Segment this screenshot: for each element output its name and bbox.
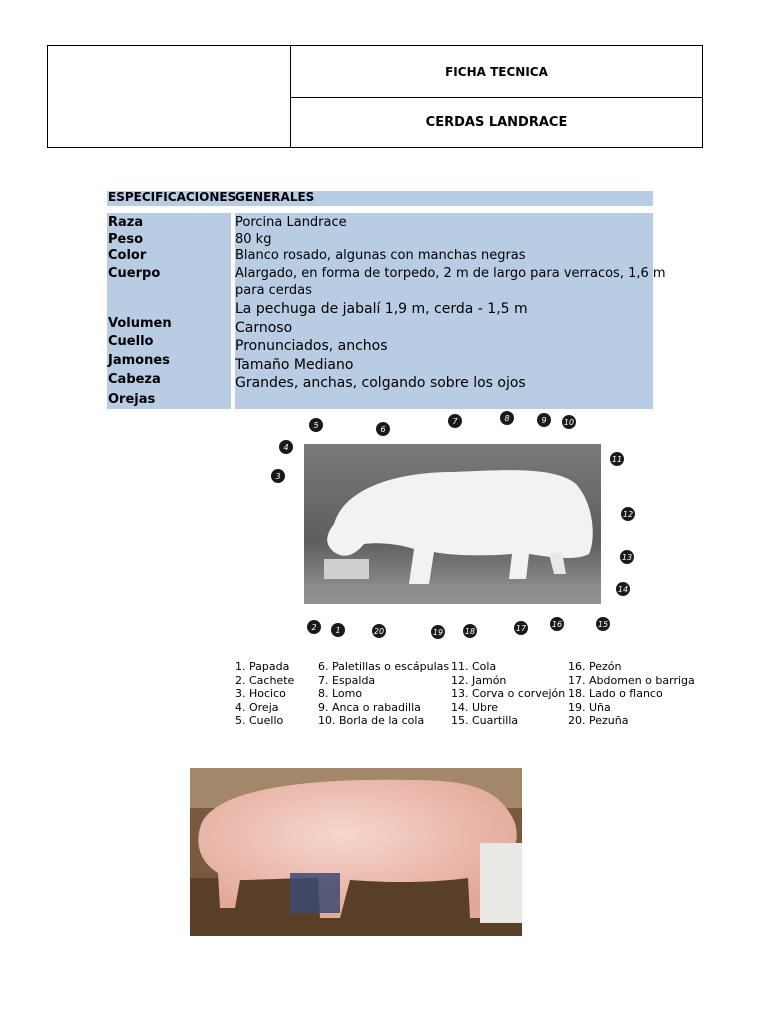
spec-header-right: GENERALES [235,190,315,204]
legend-col-2 [318,660,449,728]
marker-6: 6 [376,422,390,436]
spec-value-color: Blanco rosado, algunas con manchas negras [235,248,526,263]
spec-label-cuerpo: Cuerpo [108,266,161,281]
header-logo-cell [48,46,291,147]
spec-value-cuerpo-cont: para cerdas [235,283,312,298]
legend-item: 16. Pezón [568,660,622,673]
pig-color-photo [190,768,522,936]
spec-label-cabeza: Cabeza [108,372,161,387]
legend-item: 1. Papada [235,660,290,673]
legend-item: 9. Anca o rabadilla [318,700,421,714]
spec-label-color: Color [108,248,147,263]
marker-7: 7 [448,414,462,428]
legend-col-3 [451,660,565,728]
marker-8: 8 [500,411,514,425]
spec-value-volumen: Carnoso [235,320,293,336]
spec-header-left: ESPECIFICACIONES [108,190,237,204]
legend-item: 8. Lomo [318,687,363,700]
spec-label-cuello: Cuello [108,334,154,349]
spec-value-peso: 80 kg [235,232,272,247]
pig-diagram-photo [304,444,601,604]
spec-label-jamones: Jamones [108,353,170,368]
marker-16: 16 [550,617,564,631]
legend-item: 14. Ubre [451,700,499,714]
spec-value-pechuga: La pechuga de jabalí 1,9 m, cerda - 1,5 m [235,301,528,317]
spec-value-raza: Porcina Landrace [235,215,347,230]
marker-19: 19 [431,625,445,639]
marker-4: 4 [279,440,293,454]
marker-9: 9 [537,413,551,427]
marker-3: 3 [271,469,285,483]
legend-item: 4. Oreja [235,700,279,714]
legend-item: 18. Lado o flanco [568,687,663,700]
legend-item: 3. Hocico [235,687,286,700]
legend-item: 7. Espalda [318,673,376,687]
marker-11: 11 [610,452,624,466]
legend-item: 12. Jamón [451,673,507,687]
legend-item: 13. Corva o corvejón [451,687,566,700]
spec-value-cuerpo: Alargado, en forma de torpedo, 2 m de largo para verracos, 1,6 m [235,266,666,281]
spec-label-raza: Raza [108,215,144,230]
marker-2: 2 [307,620,321,634]
legend-item: 6. Paletillas o escápulas [318,660,450,673]
marker-20: 20 [372,624,386,638]
marker-1: 1 [331,623,345,637]
spec-label-orejas: Orejas [108,392,156,407]
marker-17: 17 [514,621,528,635]
spec-header-row [107,191,653,206]
spec-value-cuello: Pronunciados, anchos [235,338,388,354]
marker-14: 14 [616,582,630,596]
spec-value-jamones: Tamaño Mediano [235,357,354,373]
header-title: FICHA TECNICA [291,46,702,98]
legend-item: 19. Uña [568,700,611,714]
spec-value-cabeza: Grandes, anchas, colgando sobre los ojos [235,375,526,391]
marker-5: 5 [309,418,323,432]
legend-item: 20. Pezuña [568,714,629,727]
marker-18: 18 [463,624,477,638]
legend-item: 5. Cuello [235,714,284,727]
legend-col-4 [568,660,695,728]
legend-item: 11. Cola [451,660,497,673]
legend-item: 15. Cuartilla [451,714,519,727]
legend-item: 2. Cachete [235,673,295,687]
legend-item: 17. Abdomen o barriga [568,673,695,687]
spec-label-peso: Peso [108,232,144,247]
spec-label-volumen: Volumen [108,316,172,331]
header-table [47,45,703,148]
marker-15: 15 [596,617,610,631]
legend-item: 10. Borla de la cola [318,714,425,727]
marker-12: 12 [621,507,635,521]
marker-13: 13 [620,550,634,564]
header-subtitle: CERDAS LANDRACE [425,115,568,130]
legend-col-1 [235,660,294,728]
marker-10: 10 [562,415,576,429]
